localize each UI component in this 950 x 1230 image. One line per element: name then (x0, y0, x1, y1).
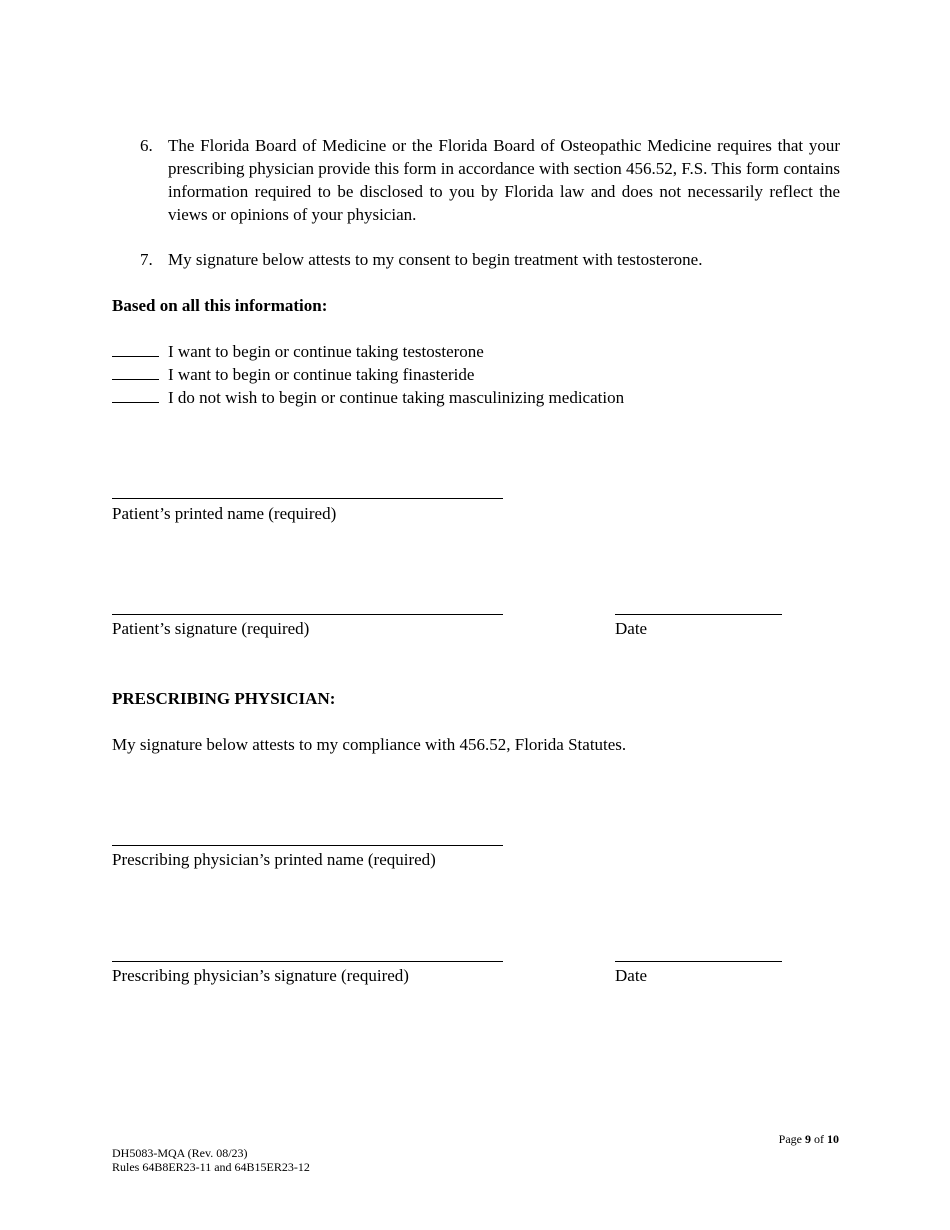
patient-printed-name-line[interactable] (112, 498, 503, 499)
form-id: DH5083-MQA (Rev. 08/23) (112, 1146, 248, 1160)
option-finasteride (112, 363, 474, 386)
physician-printed-name-label: Prescribing physician’s printed name (required) (112, 850, 436, 869)
patient-date-label: Date (615, 619, 648, 638)
page-of: of (814, 1132, 824, 1146)
option-blank[interactable] (112, 387, 159, 403)
list-text: My signature below attests to my consent to begin treatment with testosterone. (168, 250, 703, 269)
list-item-6 (140, 134, 840, 226)
page-number (779, 1132, 839, 1146)
patient-date-line[interactable] (615, 614, 782, 615)
list-number: 6. (140, 136, 153, 155)
physician-heading: PRESCRIBING PHYSICIAN: (112, 689, 336, 708)
page-word: Page (778, 1132, 802, 1146)
form-rules: Rules 64B8ER23-11 and 64B15ER23-12 (112, 1160, 310, 1174)
list-text: The Florida Board of Medicine or the Florida Board of Osteopathic Medicine requires that your prescribing physician provide this form in accordance with section 456.52, F.S. This form contains information required to be disclosed to you by Florida law and does not necessarily reflect the views or opinions of your physician. (168, 136, 840, 224)
page-current: 9 (805, 1132, 811, 1146)
option-blank[interactable] (112, 341, 159, 357)
list-number: 7. (140, 250, 153, 269)
physician-printed-name-line[interactable] (112, 845, 503, 846)
option-decline (112, 386, 624, 409)
physician-signature-line[interactable] (112, 961, 503, 962)
patient-signature-label: Patient’s signature (required) (112, 619, 310, 638)
physician-attestation: My signature below attests to my compliance with 456.52, Florida Statutes. (112, 735, 627, 754)
physician-date-label: Date (615, 966, 648, 985)
option-label: I do not wish to begin or continue taking masculinizing medication (168, 388, 625, 407)
option-blank[interactable] (112, 364, 159, 380)
physician-date-line[interactable] (615, 961, 782, 962)
patient-signature-line[interactable] (112, 614, 503, 615)
page-total: 10 (827, 1132, 839, 1146)
option-testosterone (112, 340, 484, 363)
option-label: I want to begin or continue taking finasteride (168, 365, 475, 384)
patient-printed-name-label: Patient’s printed name (required) (112, 504, 337, 523)
physician-signature-label: Prescribing physician’s signature (required) (112, 966, 409, 985)
list-item-7 (140, 248, 840, 271)
choices-heading: Based on all this information: (112, 296, 328, 315)
option-label: I want to begin or continue taking testosterone (168, 342, 484, 361)
